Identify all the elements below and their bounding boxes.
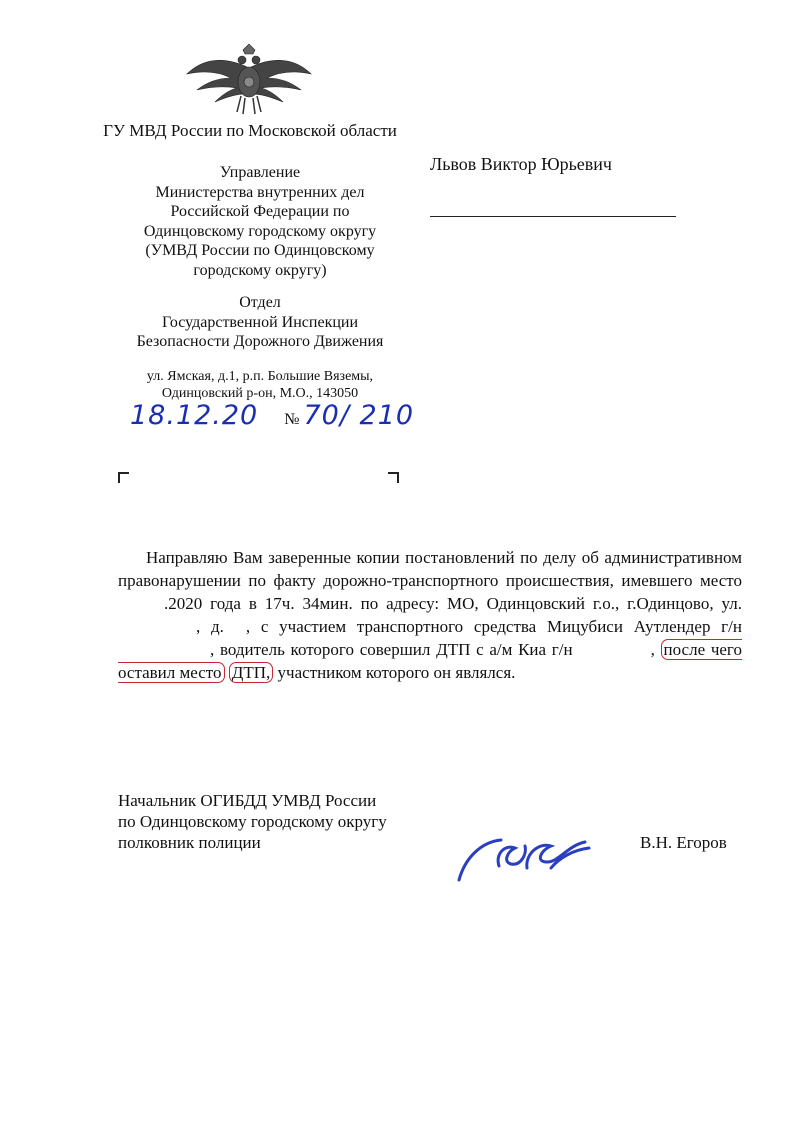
- emblem-icon: [185, 38, 313, 116]
- signatory-title-line: Начальник ОГИБДД УМВД России: [118, 791, 377, 810]
- body-part: , д.: [196, 617, 224, 636]
- address-corner-right: [388, 472, 399, 483]
- recipient-underline: [430, 216, 676, 217]
- department-line: Министерства внутренних дел: [155, 183, 365, 201]
- body-paragraph: [118, 546, 742, 684]
- organization-name: ГУ МВД России по Московской области: [103, 121, 397, 140]
- address-corner-left: [118, 472, 129, 483]
- signatory-title-line: полковник полиции: [118, 833, 261, 852]
- recipient-name: Львов Виктор Юрьевич: [430, 154, 612, 174]
- registration-line: [130, 400, 430, 440]
- registration-number: 70/ 210: [303, 400, 415, 431]
- division-line: Отдел: [239, 294, 281, 311]
- department-line: (УМВД России по Одинцовскому: [145, 242, 375, 259]
- signatory-title: [118, 790, 438, 853]
- registration-date: 18.12.20: [130, 400, 259, 431]
- body-part: Направляю Вам заверенные копии постановлений по делу об административном правонарушении по факту дорожно-транспортного происшествия, имевшего место: [118, 548, 742, 590]
- body-part: ,: [650, 640, 655, 659]
- highlight-box: ДТП,: [229, 662, 274, 683]
- division-line: Государственной Инспекции: [161, 313, 359, 331]
- letter-body: [118, 546, 742, 684]
- highlight-box: после чего оставил место: [118, 640, 742, 682]
- handwritten-signature: [455, 828, 605, 888]
- body-part: .2020 года в 17ч. 34мин. по адресу: МО, Одинцовский г.о., г.Одинцово, ул.: [164, 594, 742, 613]
- department-line: городскому округу): [193, 261, 327, 279]
- number-sign: №: [284, 411, 300, 428]
- body-part: , водитель которого совершил ДТП с а/м Киа г/н: [210, 640, 573, 659]
- signatory-name: В.Н. Егоров: [640, 833, 727, 852]
- department-block: [105, 163, 415, 280]
- department-line: Российской Федерации по: [170, 203, 350, 220]
- division-line: Безопасности Дорожного Движения: [136, 333, 384, 350]
- address-line: ул. Ямская, д.1, р.п. Большие Вяземы,: [146, 369, 374, 384]
- signatory-title-line: по Одинцовскому городскому округу: [118, 812, 387, 831]
- department-line: Управление: [219, 164, 301, 181]
- address-block: [115, 368, 405, 402]
- department-line: Одинцовскому городскому округу: [143, 222, 377, 240]
- address-line: Одинцовский р-он, М.О., 143050: [161, 386, 359, 401]
- body-part: , с участием транспортного средства Мицубиси Аутлендер г/н: [245, 617, 742, 636]
- division-block: [105, 293, 415, 352]
- body-tail: участником которого он являлся.: [277, 663, 516, 682]
